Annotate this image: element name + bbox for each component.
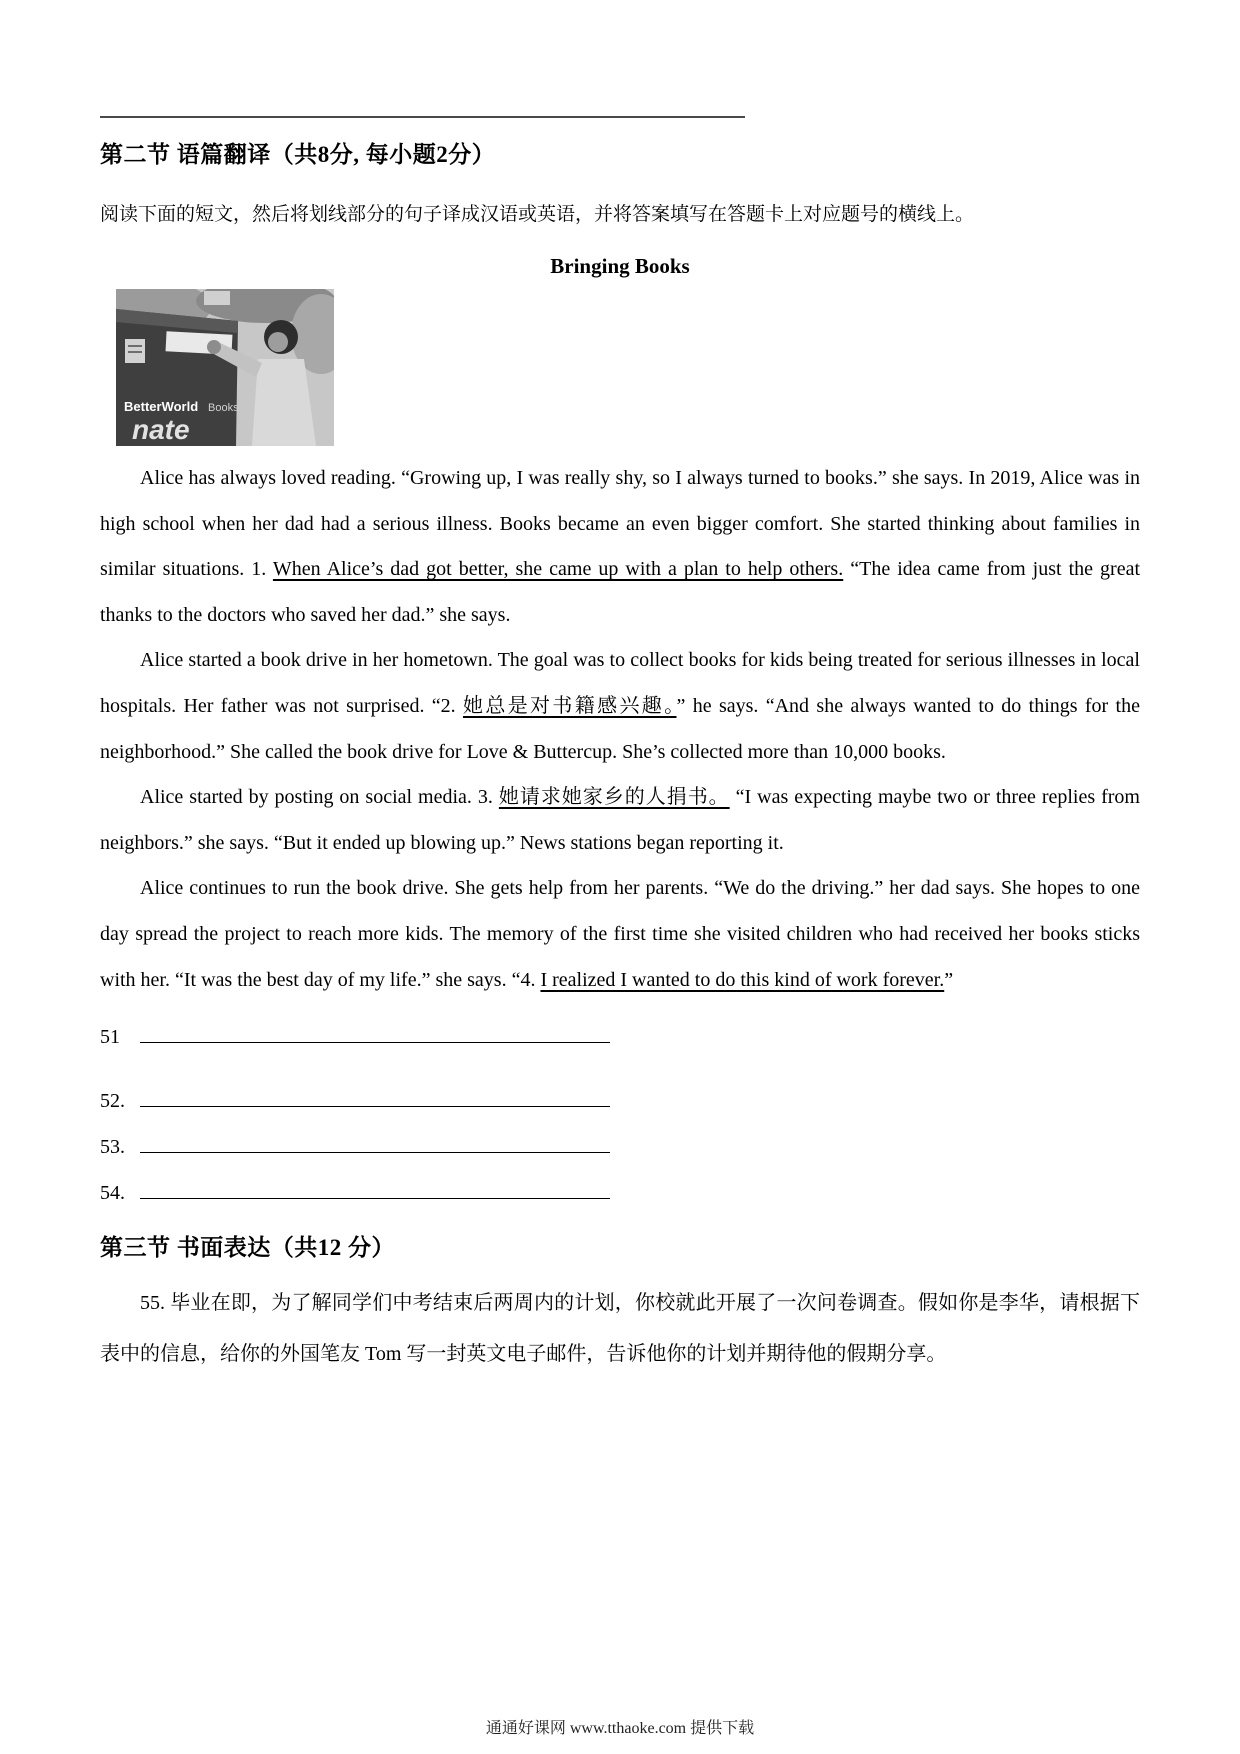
bin-brand-suffix-text: Books xyxy=(208,402,239,414)
passage-paragraph-3: Alice started by posting on social media. 3. 她请求她家乡的人捐书。 “I was expecting maybe two or three replies from neighbors.” she says. “But it ended up blowing up.” News stations began reporting it. xyxy=(100,786,1140,854)
passage-paragraph-2: Alice started a book drive in her hometown. The goal was to collect books for kids being treated for serious illnesses in local hospitals. Her father was not surprised. “2. 她总是对书籍感兴趣。” he says. “And she always wanted to do things for the neighborhood.” She called the book drive for Love & Buttercup. She’s collected more than 10,000 books. xyxy=(100,649,1140,763)
passage-title: Bringing Books xyxy=(550,254,690,278)
answer-row-54 xyxy=(100,1177,1140,1207)
page-footer: 通通好课网 www.tthaoke.com 提供下载 xyxy=(485,1720,755,1737)
answer-lines xyxy=(100,1021,1140,1207)
answer-blank-52 xyxy=(140,1085,610,1107)
sky-patch xyxy=(204,291,230,305)
bin-donate-text: nate xyxy=(132,414,190,445)
answer-row-51 xyxy=(100,1021,1140,1051)
answer-blank-54 xyxy=(140,1177,610,1199)
bin-brand-text: BetterWorld xyxy=(124,399,199,414)
passage-paragraph-1: Alice has always loved reading. “Growing up, I was really shy, so I always turned to books.” she says. In 2019, Alice was in high school when her dad had a serious illness. Books became an even bigger comfort. She started thinking about families in similar situations. 1. When Alice’s dad got better, she came up with a plan to help others. “The idea came from just the great thanks to the doctors who saved her dad.” she says. xyxy=(100,467,1140,626)
top-divider-rule xyxy=(100,116,745,118)
answer-number-53: 53. xyxy=(100,1136,125,1159)
answer-row-52 xyxy=(100,1085,1140,1115)
answer-blank-53 xyxy=(140,1131,610,1153)
section-2-instructions: 阅读下面的短文，然后将划线部分的句子译成汉语或英语，并将答案填写在答题卡上对应题号的横线上。 xyxy=(100,204,975,225)
answer-row-53 xyxy=(100,1131,1140,1161)
person-hand xyxy=(207,340,221,354)
section-3-heading: 第三节 书面表达（共12 分） xyxy=(100,1235,395,1261)
answer-number-54: 54. xyxy=(100,1182,125,1205)
answer-number-51: 51 xyxy=(100,1026,120,1049)
passage-body xyxy=(100,456,1140,1003)
answer-number-52: 52. xyxy=(100,1090,125,1113)
question-55-text: 55. 毕业在即，为了解同学们中考结束后两周内的计划，你校就此开展了一次问卷调查。假如你是李华，请根据下表中的信息，给你的外国笔友 Tom 写一封英文电子邮件，告诉他你的计划并期待他的假期分享。 xyxy=(100,1292,1140,1366)
passage-paragraph-4: Alice continues to run the book drive. She gets help from her parents. “We do the driving.” her dad says. She hopes to one day spread the project to reach more kids. The memory of the first time she visited children who had received her books sticks with her. “It was the best day of my life.” she says. “4. I realized I wanted to do this kind of work forever.” xyxy=(100,877,1140,991)
donation-photo xyxy=(116,289,334,446)
answer-blank-51 xyxy=(140,1021,610,1043)
person-face xyxy=(268,332,288,352)
section-2-heading: 第二节 语篇翻译（共8分, 每小题2分） xyxy=(100,142,496,167)
